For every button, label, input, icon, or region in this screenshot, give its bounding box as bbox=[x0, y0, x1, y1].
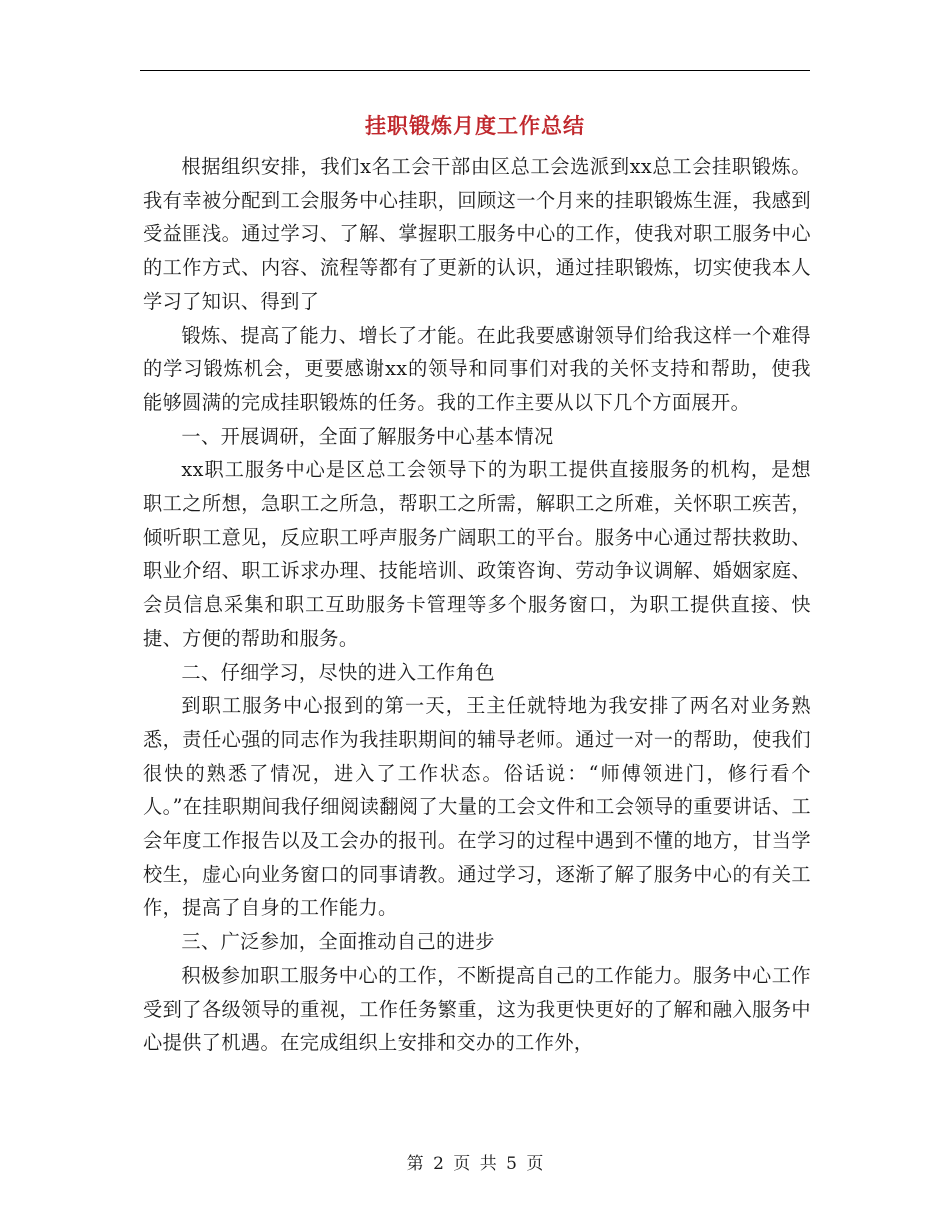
document-title: 挂职锻炼月度工作总结 bbox=[365, 113, 585, 138]
paragraph-learning: 到职工服务中心报到的第一天，王主任就特地为我安排了两名对业务熟悉，责任心强的同志作为我挂职期间的辅导老师。通过一对一的帮助，使我们很快的熟悉了情况，进入了工作状态。俗话说：“师傅领进门，修行看个人。”在挂职期间我仔细阅读翻阅了大量的工会文件和工会领导的重要讲话、工会年度工作报告以及工会办的报刊。在学习的过程中遇到不懂的地方，甘当学校生，虚心向业务窗口的同事请教。通过学习，逐渐了解了服务中心的有关工作，提高了自身的工作能力。 bbox=[143, 694, 811, 920]
section-heading-1: 一、开展调研，全面了解服务中心基本情况 bbox=[181, 424, 554, 448]
section-heading-2: 二、仔细学习，尽快的进入工作角色 bbox=[181, 660, 495, 684]
paragraph-thanks: 锻炼、提高了能力、增长了才能。在此我要感谢领导们给我这样一个难得的学习锻炼机会，更要感谢xx的领导和同事们对我的关怀支持和帮助，使我能够圆满的完成挂职锻炼的任务。我的工作主要从以下几个方面展开。 bbox=[143, 323, 811, 414]
document-body bbox=[143, 150, 811, 1060]
header-rule bbox=[140, 70, 810, 71]
page-number: 第 2 页 共 5 页 bbox=[406, 1154, 544, 1174]
paragraph-service-center: xx职工服务中心是区总工会领导下的为职工提供直接服务的机构，是想职工之所想，急职工之所急，帮职工之所需，解职工之所难，关怀职工疾苦，倾听职工意见，反应职工呼声服务广阔职工的平台。服务中心通过帮扶救助、职业介绍、职工诉求办理、技能培训、政策咨询、劳动争议调解、婚姻家庭、会员信息采集和职工互助服务卡管理等多个服务窗口，为职工提供直接、快捷、方便的帮助和服务。 bbox=[143, 458, 811, 650]
paragraph-participation: 积极参加职工服务中心的工作，不断提高自己的工作能力。服务中心工作受到了各级领导的重视，工作任务繁重，这为我更快更好的了解和融入服务中心提供了机遇。在完成组织上安排和交办的工作外， bbox=[143, 963, 811, 1055]
section-heading-3: 三、广泛参加，全面推动自己的进步 bbox=[181, 930, 495, 954]
paragraph-intro: 根据组织安排，我们x名工会干部由区总工会选派到xx总工会挂职锻炼。我有幸被分配到工会服务中心挂职，回顾这一个月来的挂职锻炼生涯，我感到受益匪浅。通过学习、了解、掌握职工服务中心的工作，使我对职工服务中心的工作方式、内容、流程等都有了更新的认识，通过挂职锻炼，切实使我本人学习了知识、得到了 bbox=[143, 155, 811, 313]
